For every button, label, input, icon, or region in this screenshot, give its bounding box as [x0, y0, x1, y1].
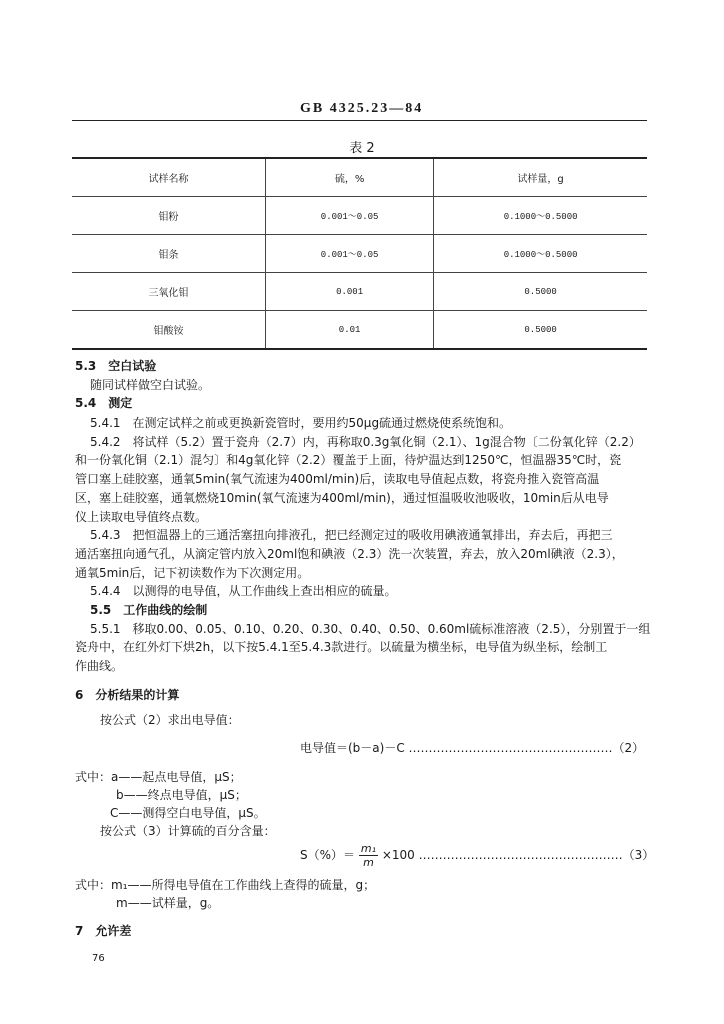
table-cell: 0.1000～0.5000 — [434, 235, 647, 273]
formula-3-fraction — [359, 842, 378, 869]
table-cell: 0.1000～0.5000 — [434, 197, 647, 235]
standard-header: GB 4325.23—84 — [300, 101, 424, 116]
table-header-row — [72, 158, 647, 197]
symbol-definition: C——测得空白电导值，μS。 — [110, 806, 266, 820]
paragraph: 管口塞上硅胶塞，通氧5min(氧气流速为400ml/min)后，读取电导值起点数，将瓷舟推入瓷管高温 — [75, 472, 600, 486]
header-rule — [72, 120, 647, 121]
table-cell: 0.5000 — [434, 311, 647, 350]
section-heading: 5.5 工作曲线的绘制 — [90, 603, 208, 617]
table-row — [72, 311, 647, 350]
paragraph: 仪上读取电导值终点数。 — [75, 510, 208, 524]
table-cell: 0.001～0.05 — [266, 197, 434, 235]
section-heading: 5.4 测定 — [75, 396, 133, 410]
paragraph: 通氧5min后，记下初读数作为下次测定用。 — [75, 566, 310, 580]
section-heading: 6 分析结果的计算 — [75, 688, 180, 702]
table-row — [72, 273, 647, 311]
paragraph: 和一份氧化铜（2.1）混匀〕和4g氧化锌（2.2）覆盖于上面，待炉温达到1250℃，恒温器35℃时，瓷 — [75, 453, 622, 467]
section-heading: 5.3 空白试验 — [75, 359, 157, 373]
table-header-cell: 硫，% — [266, 158, 434, 197]
paragraph: 5.4.4 以测得的电导值，从工作曲线上查出相应的硫量。 — [90, 584, 397, 598]
paragraph: 区，塞上硅胶塞，通氧燃烧10min(氧气流速为400ml/min)，通过恒温吸收池吸收，10min后从电导 — [75, 491, 609, 505]
symbol-definition: 式中：m₁——所得电导值在工作曲线上查得的硫量，g； — [75, 878, 376, 892]
fraction-numerator: m₁ — [360, 842, 376, 855]
table-cell: 0.001～0.05 — [266, 235, 434, 273]
paragraph: 按公式（2）求出电导值： — [100, 713, 240, 727]
paragraph: 5.4.2 将试样（5.2）置于瓷舟（2.7）内，再称取0.3g氧化铜（2.1）、1g混合物〔二份氧化锌（2.2） — [90, 435, 641, 449]
table-cell: 0.001 — [266, 273, 434, 311]
table-cell: 钼条 — [72, 235, 266, 273]
paragraph: 随同试样做空白试验。 — [90, 378, 211, 392]
fraction-denominator: m — [363, 856, 374, 869]
table-cell: 钼酸铵 — [72, 311, 266, 350]
symbol-definition: b——终点电导值，μS； — [116, 788, 247, 802]
table-cell: 三氧化钼 — [72, 273, 266, 311]
table-cell: 钼粉 — [72, 197, 266, 235]
table-row — [72, 235, 647, 273]
table-cell: 0.5000 — [434, 273, 647, 311]
table-caption: 表 2 — [349, 141, 375, 156]
paragraph: 5.5.1 移取0.00、0.05、0.10、0.20、0.30、0.40、0.50、0.60ml硫标准溶液（2.5），分别置于一组 — [90, 622, 651, 636]
table-cell: 0.01 — [266, 311, 434, 350]
paragraph: 通活塞扭向通气孔，从滴定管内放入20ml饱和碘液（2.3）洗一次装置，弃去，放入20ml碘液（2.3）， — [75, 547, 624, 561]
page-number: 76 — [92, 953, 105, 964]
formula-3-lhs: S（%）＝ — [300, 848, 356, 862]
table-header-cell: 试样名称 — [72, 158, 266, 197]
formula-3-rhs: ×100 ……………………………………………（3） — [381, 848, 655, 862]
section-heading: 7 允许差 — [75, 924, 132, 938]
paragraph: 5.4.3 把恒温器上的三通活塞扭向排液孔，把已经测定过的吸收用碘液通氧排出，弃去后，再把三 — [90, 528, 613, 542]
paragraph: 5.4.1 在测定试样之前或更换新瓷管时，要用约50μg硫通过燃烧使系统饱和。 — [90, 416, 512, 430]
table-header-cell: 试样量，g — [434, 158, 647, 197]
paragraph: 作曲线。 — [75, 659, 124, 673]
symbol-definition: m——试样量，g。 — [116, 896, 220, 910]
table-row — [72, 197, 647, 235]
symbol-definition: 式中：a——起点电导值，μS； — [75, 770, 242, 784]
formula-2: 电导值＝(b－a)－C ……………………………………………（2） — [300, 741, 645, 755]
paragraph: 按公式（3）计算硫的百分含量： — [100, 824, 276, 838]
data-table — [72, 157, 647, 350]
formula-3 — [300, 842, 654, 869]
paragraph: 瓷舟中，在红外灯下烘2h，以下按5.4.1至5.4.3款进行。以硫量为横坐标，电导值为纵坐标，绘制工 — [75, 640, 608, 654]
